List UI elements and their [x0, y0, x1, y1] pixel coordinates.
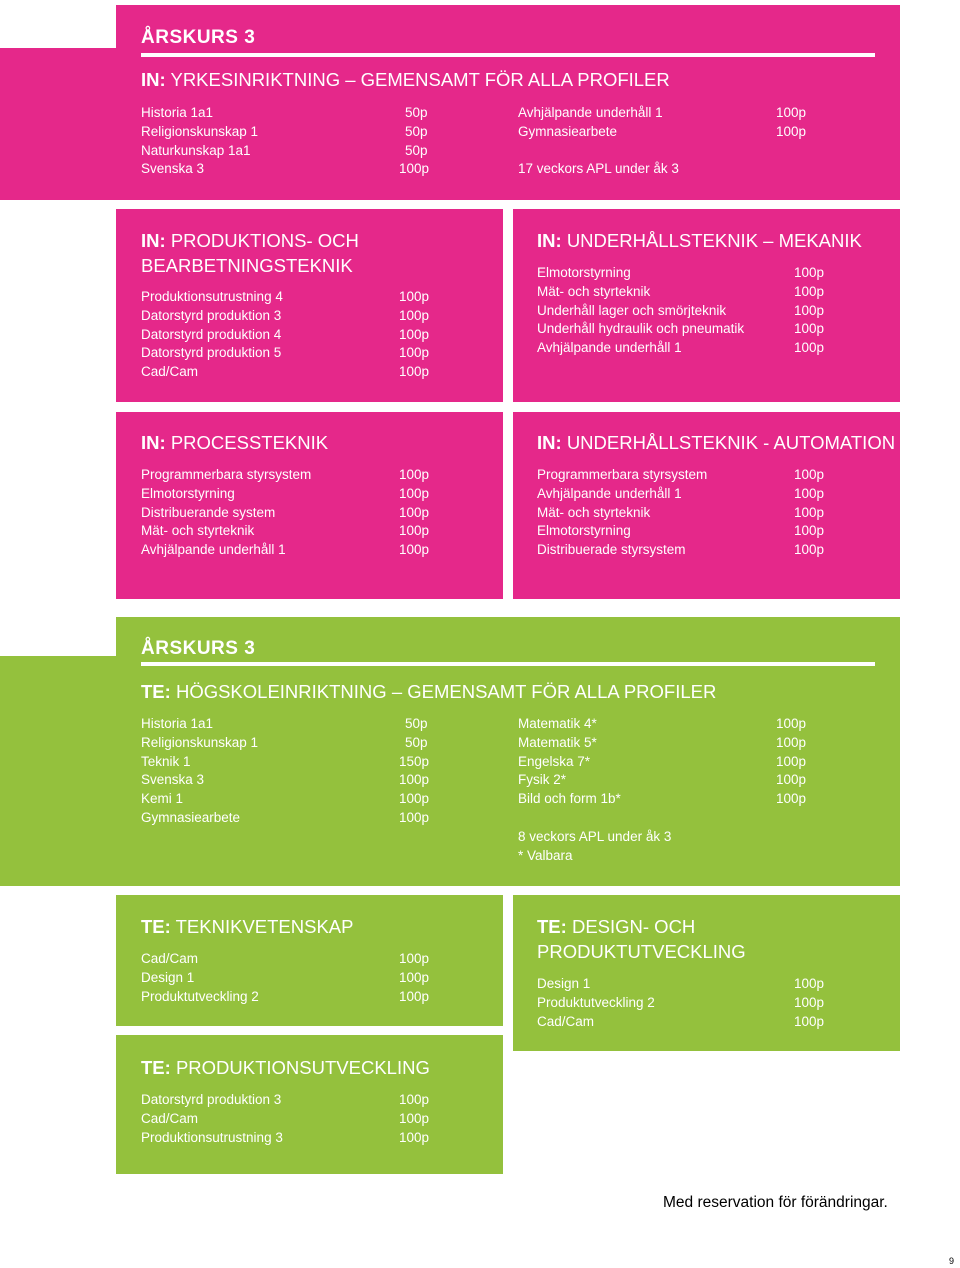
- course-row: Elmotorstyrning 100p: [537, 265, 825, 280]
- divider: [141, 662, 875, 666]
- course-row: Distribuerande system 100p: [141, 504, 430, 520]
- panel-heading: [537, 430, 895, 455]
- course-list-left: [141, 715, 441, 828]
- course-row: Datorstyrd produktion 3 100p: [141, 1092, 430, 1107]
- course-row: Underhåll lager och smörjteknik 100p: [537, 302, 825, 318]
- panel-heading: [141, 228, 359, 278]
- apl-note: 8 veckors APL under åk 3: [518, 829, 672, 844]
- course-row: Elmotorstyrning 100p: [537, 523, 825, 539]
- course-row: Matematik 4* 100p: [518, 716, 807, 731]
- course-row: Religionskunskap 1 50p: [141, 734, 428, 750]
- heading-title: PRODUKTIONSUTVECKLING: [175, 1057, 430, 1078]
- section-tab-te: [0, 656, 116, 886]
- course-list: [141, 288, 481, 382]
- heading-title: HÖGSKOLEINRIKTNING – GEMENSAMT FÖR ALLA PROFILER: [175, 681, 717, 702]
- te-teknikvetenskap-panel: [116, 895, 503, 1026]
- course-row: Cad/Cam 100p: [141, 1110, 430, 1126]
- heading-prefix: IN:: [537, 230, 562, 251]
- course-row: Elmotorstyrning 100p: [141, 485, 430, 501]
- course-row: Datorstyrd produktion 3 100p: [141, 307, 430, 323]
- course-row: Cad/Cam 100p: [141, 364, 430, 380]
- course-row: Bild och form 1b* 100p: [518, 791, 807, 807]
- panel-heading: [141, 914, 353, 939]
- course-row: Svenska 3 100p: [141, 161, 430, 177]
- optional-note: * Valbara: [518, 848, 573, 863]
- reservation-note: Med reservation för förändringar.: [663, 1194, 888, 1211]
- heading-title: DESIGN- OCH: [571, 916, 696, 937]
- in-mekanik-panel: [513, 209, 900, 402]
- course-row: Naturkunskap 1a1 50p: [141, 142, 428, 158]
- heading-prefix: IN:: [141, 432, 166, 453]
- course-list: [141, 1091, 481, 1147]
- heading-title: TEKNIKVETENSKAP: [175, 916, 354, 937]
- course-row: Historia 1a1 50p: [141, 716, 428, 731]
- apl-note: 17 veckors APL under åk 3: [518, 161, 679, 176]
- course-list: [141, 466, 481, 560]
- course-row: Avhjälpande underhåll 1 100p: [141, 542, 430, 558]
- course-row: Gymnasiearbete 100p: [518, 123, 807, 139]
- course-row: Teknik 1 150p: [141, 753, 430, 769]
- course-list: [141, 950, 481, 1006]
- heading-title: UNDERHÅLLSTEKNIK - AUTOMATION: [566, 432, 896, 453]
- course-row: Produktutveckling 2 100p: [537, 994, 825, 1010]
- heading-prefix: TE:: [141, 916, 171, 937]
- panel-heading: [141, 430, 328, 455]
- heading-title: PROCESSTEKNIK: [170, 432, 329, 453]
- te-design-panel: [513, 895, 900, 1051]
- heading-title: YRKESINRIKTNING – GEMENSAMT FÖR ALLA PROFILER: [170, 69, 670, 90]
- panel-heading: [537, 228, 862, 253]
- course-row: Mät- och styrteknik 100p: [537, 283, 825, 299]
- heading-prefix: TE:: [537, 916, 567, 937]
- course-row: Programmerbara styrsystem 100p: [141, 467, 430, 482]
- in-process-panel: [116, 412, 503, 599]
- course-row: Design 1 100p: [141, 969, 430, 985]
- course-list-left: [141, 104, 441, 179]
- course-row: Religionskunskap 1 50p: [141, 123, 428, 139]
- course-row: Engelska 7* 100p: [518, 753, 807, 769]
- heading-prefix: TE:: [141, 1057, 171, 1078]
- course-row: Distribuerade styrsystem 100p: [537, 542, 825, 558]
- page-number: 9: [949, 1256, 955, 1266]
- course-row: Avhjälpande underhåll 1 100p: [518, 105, 807, 120]
- panel-heading: [141, 67, 670, 92]
- panel-heading: [141, 1055, 430, 1080]
- course-row: Mät- och styrteknik 100p: [537, 504, 825, 520]
- in-common-panel: [116, 5, 900, 200]
- divider: [141, 53, 875, 57]
- heading-prefix: IN:: [141, 69, 166, 90]
- heading-title: UNDERHÅLLSTEKNIK – MEKANIK: [566, 230, 862, 251]
- year-heading: ÅRSKURS 3: [141, 27, 256, 48]
- course-list: [537, 466, 887, 560]
- course-row: Avhjälpande underhåll 1 100p: [537, 340, 825, 356]
- panel-heading: [141, 679, 716, 704]
- panel-heading: [537, 914, 746, 964]
- course-row: Matematik 5* 100p: [518, 734, 807, 750]
- course-row: Svenska 3 100p: [141, 772, 430, 788]
- course-row: Produktutveckling 2 100p: [141, 988, 430, 1004]
- course-list-right: [518, 104, 818, 142]
- course-row: Produktionsutrustning 4 100p: [141, 289, 430, 304]
- course-row: Gymnasiearbete 100p: [141, 809, 430, 825]
- heading-prefix: IN:: [141, 230, 166, 251]
- section-tab-in: [0, 48, 116, 200]
- in-produktion-panel: [116, 209, 503, 402]
- course-row: Cad/Cam 100p: [141, 951, 430, 966]
- course-row: Design 1 100p: [537, 976, 825, 991]
- course-row: Datorstyrd produktion 4 100p: [141, 326, 430, 342]
- heading-prefix: IN:: [537, 432, 562, 453]
- heading-title: PRODUKTIONS- OCH: [170, 230, 359, 251]
- course-row: Programmerbara styrsystem 100p: [537, 467, 825, 482]
- course-list: [537, 264, 887, 358]
- course-row: Mät- och styrteknik 100p: [141, 523, 430, 539]
- course-row: Avhjälpande underhåll 1 100p: [537, 485, 825, 501]
- year-heading: ÅRSKURS 3: [141, 638, 256, 659]
- course-row: Datorstyrd produktion 5 100p: [141, 345, 430, 361]
- heading-title-line2: PRODUKTUTVECKLING: [537, 941, 746, 962]
- heading-title-line2: BEARBETNINGSTEKNIK: [141, 255, 353, 276]
- course-row: Historia 1a1 50p: [141, 105, 428, 120]
- in-automation-panel: [513, 412, 900, 599]
- course-row: Kemi 1 100p: [141, 791, 430, 807]
- te-produktionsutveckling-panel: [116, 1035, 503, 1174]
- course-list-right: [518, 715, 818, 809]
- course-row: Underhåll hydraulik och pneumatik 100p: [537, 321, 825, 337]
- course-row: Fysik 2* 100p: [518, 772, 807, 788]
- course-row: Cad/Cam 100p: [537, 1013, 825, 1029]
- course-row: Produktionsutrustning 3 100p: [141, 1129, 430, 1145]
- te-common-panel: [116, 617, 900, 886]
- heading-prefix: TE:: [141, 681, 171, 702]
- course-list: [537, 975, 887, 1031]
